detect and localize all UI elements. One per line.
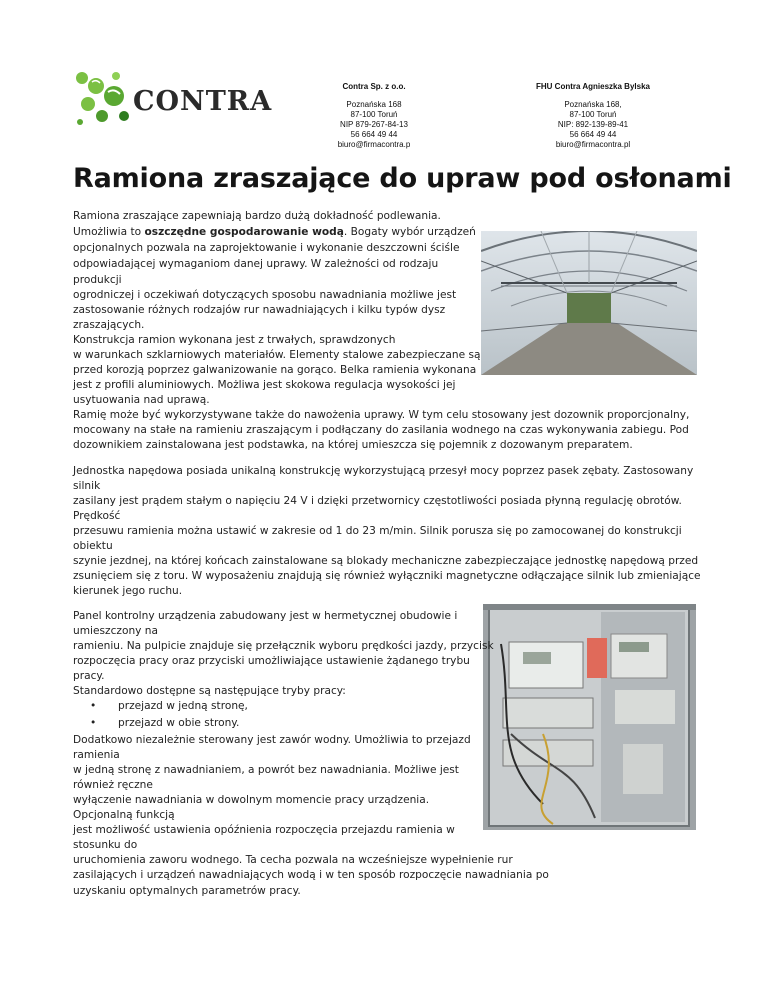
- paragraph-line: mocowany na stałe na ramieniu zraszającym i podłączany do zasilania wodnego na czas wykonywania zabiegu. Pod: [73, 424, 689, 436]
- paragraph-line: wyłączenie nawadniania w dowolnym momencie pracy urządzenia.: [73, 794, 430, 806]
- greenhouse-photo: [481, 231, 697, 375]
- company-info-1: [318, 82, 430, 150]
- paragraph-line: opcjonalnych pozwala na zaprojektowanie i wykonanie deszczowni ściśle: [73, 242, 460, 254]
- paragraph-line: Dodatkowo niezależnie sterowany jest zawór wodny. Umożliwia to przejazd: [73, 734, 471, 746]
- paragraph-line: Opcjonalną funkcją: [73, 809, 175, 821]
- paragraph-line: również ręczne: [73, 779, 153, 791]
- paragraph-line: zasilany jest prądem stałym o napięciu 24 V i dzięki przetwornicy częstotliwości posiada płynną regulację obrotów.: [73, 495, 682, 507]
- company-line: 87-100 Toruń: [350, 110, 398, 119]
- bullet-icon: •: [90, 717, 97, 729]
- company-email: biuro@firmacontra.p: [337, 140, 411, 149]
- company-line: 56 664 49 44: [569, 130, 617, 139]
- paragraph-line: odpowiadającej wymaganiom danej uprawy. W zależności od rodzaju: [73, 258, 439, 270]
- company-info-2: [528, 82, 658, 150]
- paragraph-line: rozpoczęcia pracy oraz przyciski umożliwiające ustawienie żądanego trybu: [73, 655, 470, 667]
- paragraph-line: ogrodniczej i oczekiwań dotyczących sposobu nawadniania możliwe jest: [73, 289, 457, 301]
- paragraph-line: kierunek jego ruchu.: [73, 585, 183, 597]
- company-line: NIP: 892-139-89-41: [557, 120, 629, 129]
- paragraph-line: zraszających.: [73, 319, 145, 331]
- bullet-icon: •: [90, 700, 97, 712]
- paragraph-line: przed korozją poprzez galwanizowanie na gorąco. Belka ramienia wykonana: [73, 364, 477, 376]
- paragraph-line: szynie jezdnej, na której końcach zainstalowane są blokady mechaniczne zabezpieczające jednostkę napędową przed: [73, 555, 699, 567]
- paragraph-line: dozownikiem zainstalowana jest podstawka, na której umieszcza się pojemnik z dozowanym preparatem.: [73, 439, 633, 451]
- paragraph-line: obiektu: [73, 540, 113, 552]
- paragraph-line: w jedną stronę z nawadnianiem, a powrót bez nawadniania. Możliwe jest: [73, 764, 459, 776]
- paragraph-line: zasilających i urządzeń nawadniających wodą i w ten sposób rozpoczęcie nawadniania po: [73, 869, 549, 881]
- paragraph-line: ramieniu. Na pulpicie znajduje się przełącznik wyboru prędkości jazdy, przycisk: [73, 640, 494, 652]
- company-line: 87-100 Toruń: [569, 110, 617, 119]
- paragraph-line: Panel kontrolny urządzenia zabudowany jest w hermetycznej obudowie i: [73, 610, 458, 622]
- company-email: biuro@firmacontra.pl: [555, 140, 631, 149]
- paragraph-line: Konstrukcja ramion wykonana jest z trwałych, sprawdzonych: [73, 334, 396, 346]
- company-line: Poznańska 168,: [564, 100, 622, 109]
- paragraph-line: umieszczony na: [73, 625, 158, 637]
- highlight-text: oszczędne gospodarowanie wodą: [144, 226, 344, 238]
- paragraph-line: pracy.: [73, 670, 105, 682]
- paragraph-line: jest z profili aluminiowych. Możliwa jest skokowa regulacja wysokości jej: [73, 379, 456, 391]
- paragraph-line: jest możliwość ustawienia opóźnienia rozpoczęcia przejazdu ramienia w: [73, 824, 455, 836]
- list-item-text: przejazd w obie strony.: [118, 717, 240, 729]
- list-item: [90, 717, 239, 729]
- paragraph-line: uzyskaniu optymalnych parametrów pracy.: [73, 885, 301, 897]
- list-item-text: przejazd w jedną stronę,: [118, 700, 248, 712]
- paragraph-line: zastosowanie różnych rodzajów rur nawadniających i kilku typów dysz: [73, 304, 446, 316]
- paragraph-line: silnik: [73, 480, 101, 492]
- paragraph-line: [73, 225, 476, 239]
- company-line: Poznańska 168: [346, 100, 402, 109]
- paragraph-line: w warunkach szklarniowych materiałów. Elementy stalowe zabezpieczane są: [73, 349, 481, 361]
- company-name: Contra Sp. z o.o.: [342, 82, 406, 91]
- contra-logo-icon: [72, 66, 134, 134]
- paragraph-line: przesuwu ramienia można ustawić w zakresie od 1 do 23 m/min. Silnik porusza się po zamocowanej do konstrukcji: [73, 525, 682, 537]
- paragraph-line: stosunku do: [73, 839, 138, 851]
- paragraph-line: ramienia: [73, 749, 120, 761]
- control-panel-photo: [483, 604, 696, 830]
- company-line: NIP 879-267-84-13: [340, 120, 408, 129]
- paragraph-line: Prędkość: [73, 510, 121, 522]
- company-line: 56 664 49 44: [350, 130, 398, 139]
- paragraph-line: Ramię może być wykorzystywane także do nawożenia uprawy. W tym celu stosowany jest dozownik proporcjonalny,: [73, 409, 690, 421]
- text-span: . Bogaty wybór urządzeń: [343, 226, 476, 238]
- paragraph-line: produkcji: [73, 274, 122, 286]
- text-span: Umożliwia to: [73, 226, 145, 238]
- paragraph-line: uruchomienia zaworu wodnego. Ta cecha pozwala na wcześniejsze wypełnienie rur: [73, 854, 513, 866]
- paragraph-line: Jednostka napędowa posiada unikalną konstrukcję wykorzystującą przesył mocy poprzez pasek zębaty. Zastosowany: [73, 465, 694, 477]
- paragraph-line: zsunięciem się z toru. W wyposażeniu znajdują się również wyłączniki magnetyczne odłączające silnik lub zmieniające: [73, 570, 701, 582]
- paragraph-line: Ramiona zraszające zapewniają bardzo dużą dokładność podlewania.: [73, 210, 441, 222]
- list-item: [90, 700, 248, 712]
- paragraph-line: Standardowo dostępne są następujące tryby pracy:: [73, 685, 346, 697]
- company-name: FHU Contra Agnieszka Bylska: [536, 82, 650, 91]
- paragraph-line: usytuowania nad uprawą.: [73, 394, 210, 406]
- logo-text: CONTRA: [133, 86, 273, 117]
- page-title: Ramiona zraszające do upraw pod osłonami: [73, 163, 732, 194]
